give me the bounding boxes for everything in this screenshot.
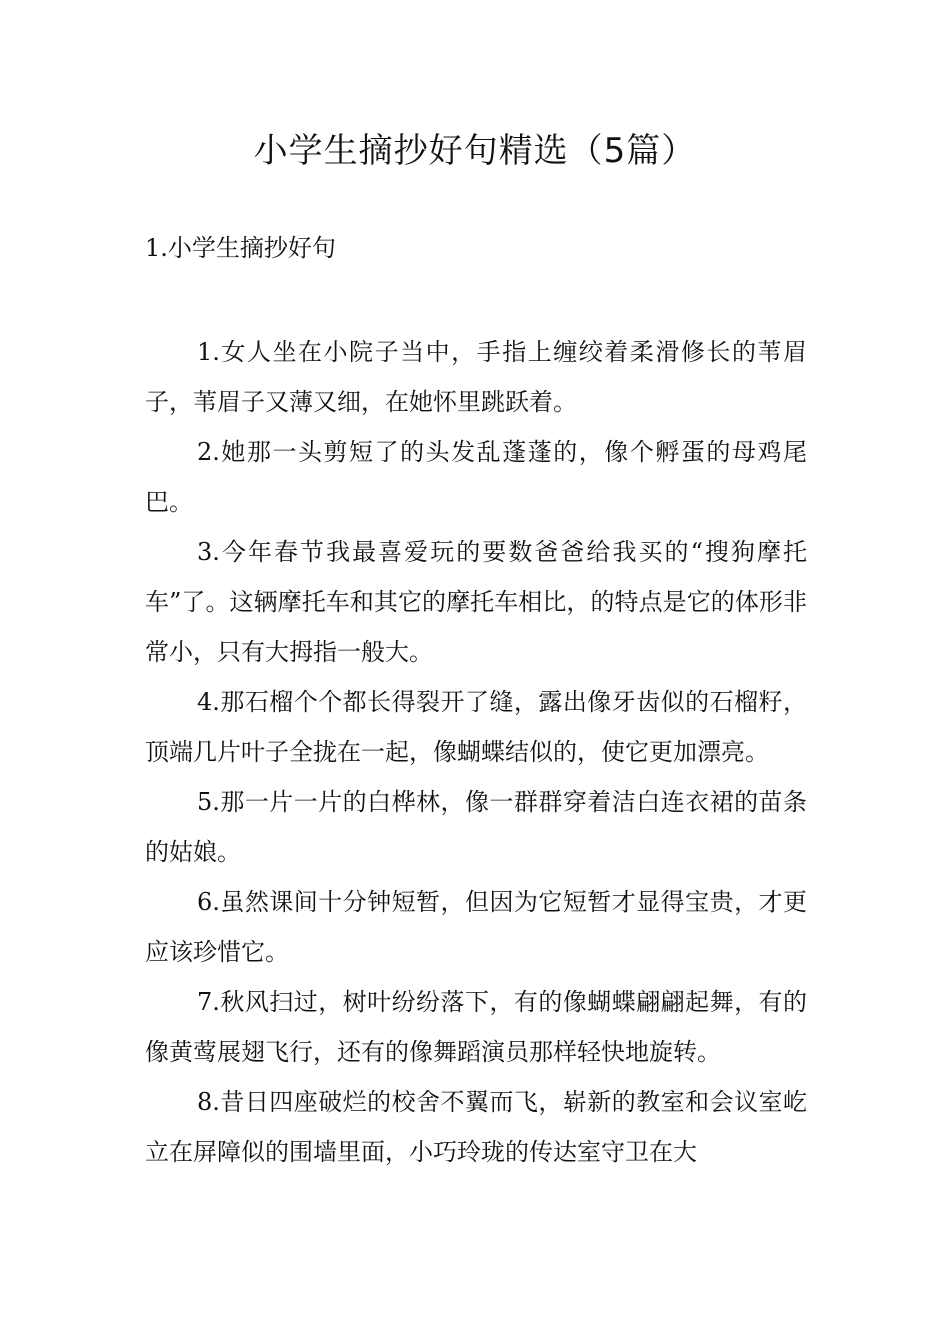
document-title: 小学生摘抄好句精选（5篇） — [253, 131, 697, 171]
paragraph: 7.秋风扫过，树叶纷纷落下，有的像蝴蝶翩翩起舞，有的像黄莺展翅飞行，还有的像舞蹈演员那样轻快地旋转。 — [145, 988, 807, 1066]
section-heading: 1.小学生摘抄好句 — [145, 234, 336, 262]
paragraph: 5.那一片一片的白桦林，像一群群穿着洁白连衣裙的苗条的姑娘。 — [145, 788, 807, 866]
paragraph: 8.昔日四座破烂的校舍不翼而飞，崭新的教室和会议室屹立在屏障似的围墙里面，小巧玲珑的传达室守卫在大 — [145, 1088, 807, 1166]
paragraph: 2.她那一头剪短了的头发乱蓬蓬的，像个孵蛋的母鸡尾巴。 — [145, 438, 807, 516]
paragraph: 3.今年春节我最喜爱玩的要数爸爸给我买的“搜狗摩托车”了。这辆摩托车和其它的摩托车相比，的特点是它的体形非常小，只有大拇指一般大。 — [145, 538, 807, 666]
body-text — [145, 327, 807, 1177]
paragraph: 4.那石榴个个都长得裂开了缝，露出像牙齿似的石榴籽，顶端几片叶子全拢在一起，像蝴蝶结似的，使它更加漂亮。 — [145, 688, 807, 766]
paragraph: 6.虽然课间十分钟短暂，但因为它短暂才显得宝贵，才更应该珍惜它。 — [145, 888, 807, 966]
paragraph: 1.女人坐在小院子当中，手指上缠绞着柔滑修长的苇眉子，苇眉子又薄又细，在她怀里跳跃着。 — [145, 338, 807, 416]
